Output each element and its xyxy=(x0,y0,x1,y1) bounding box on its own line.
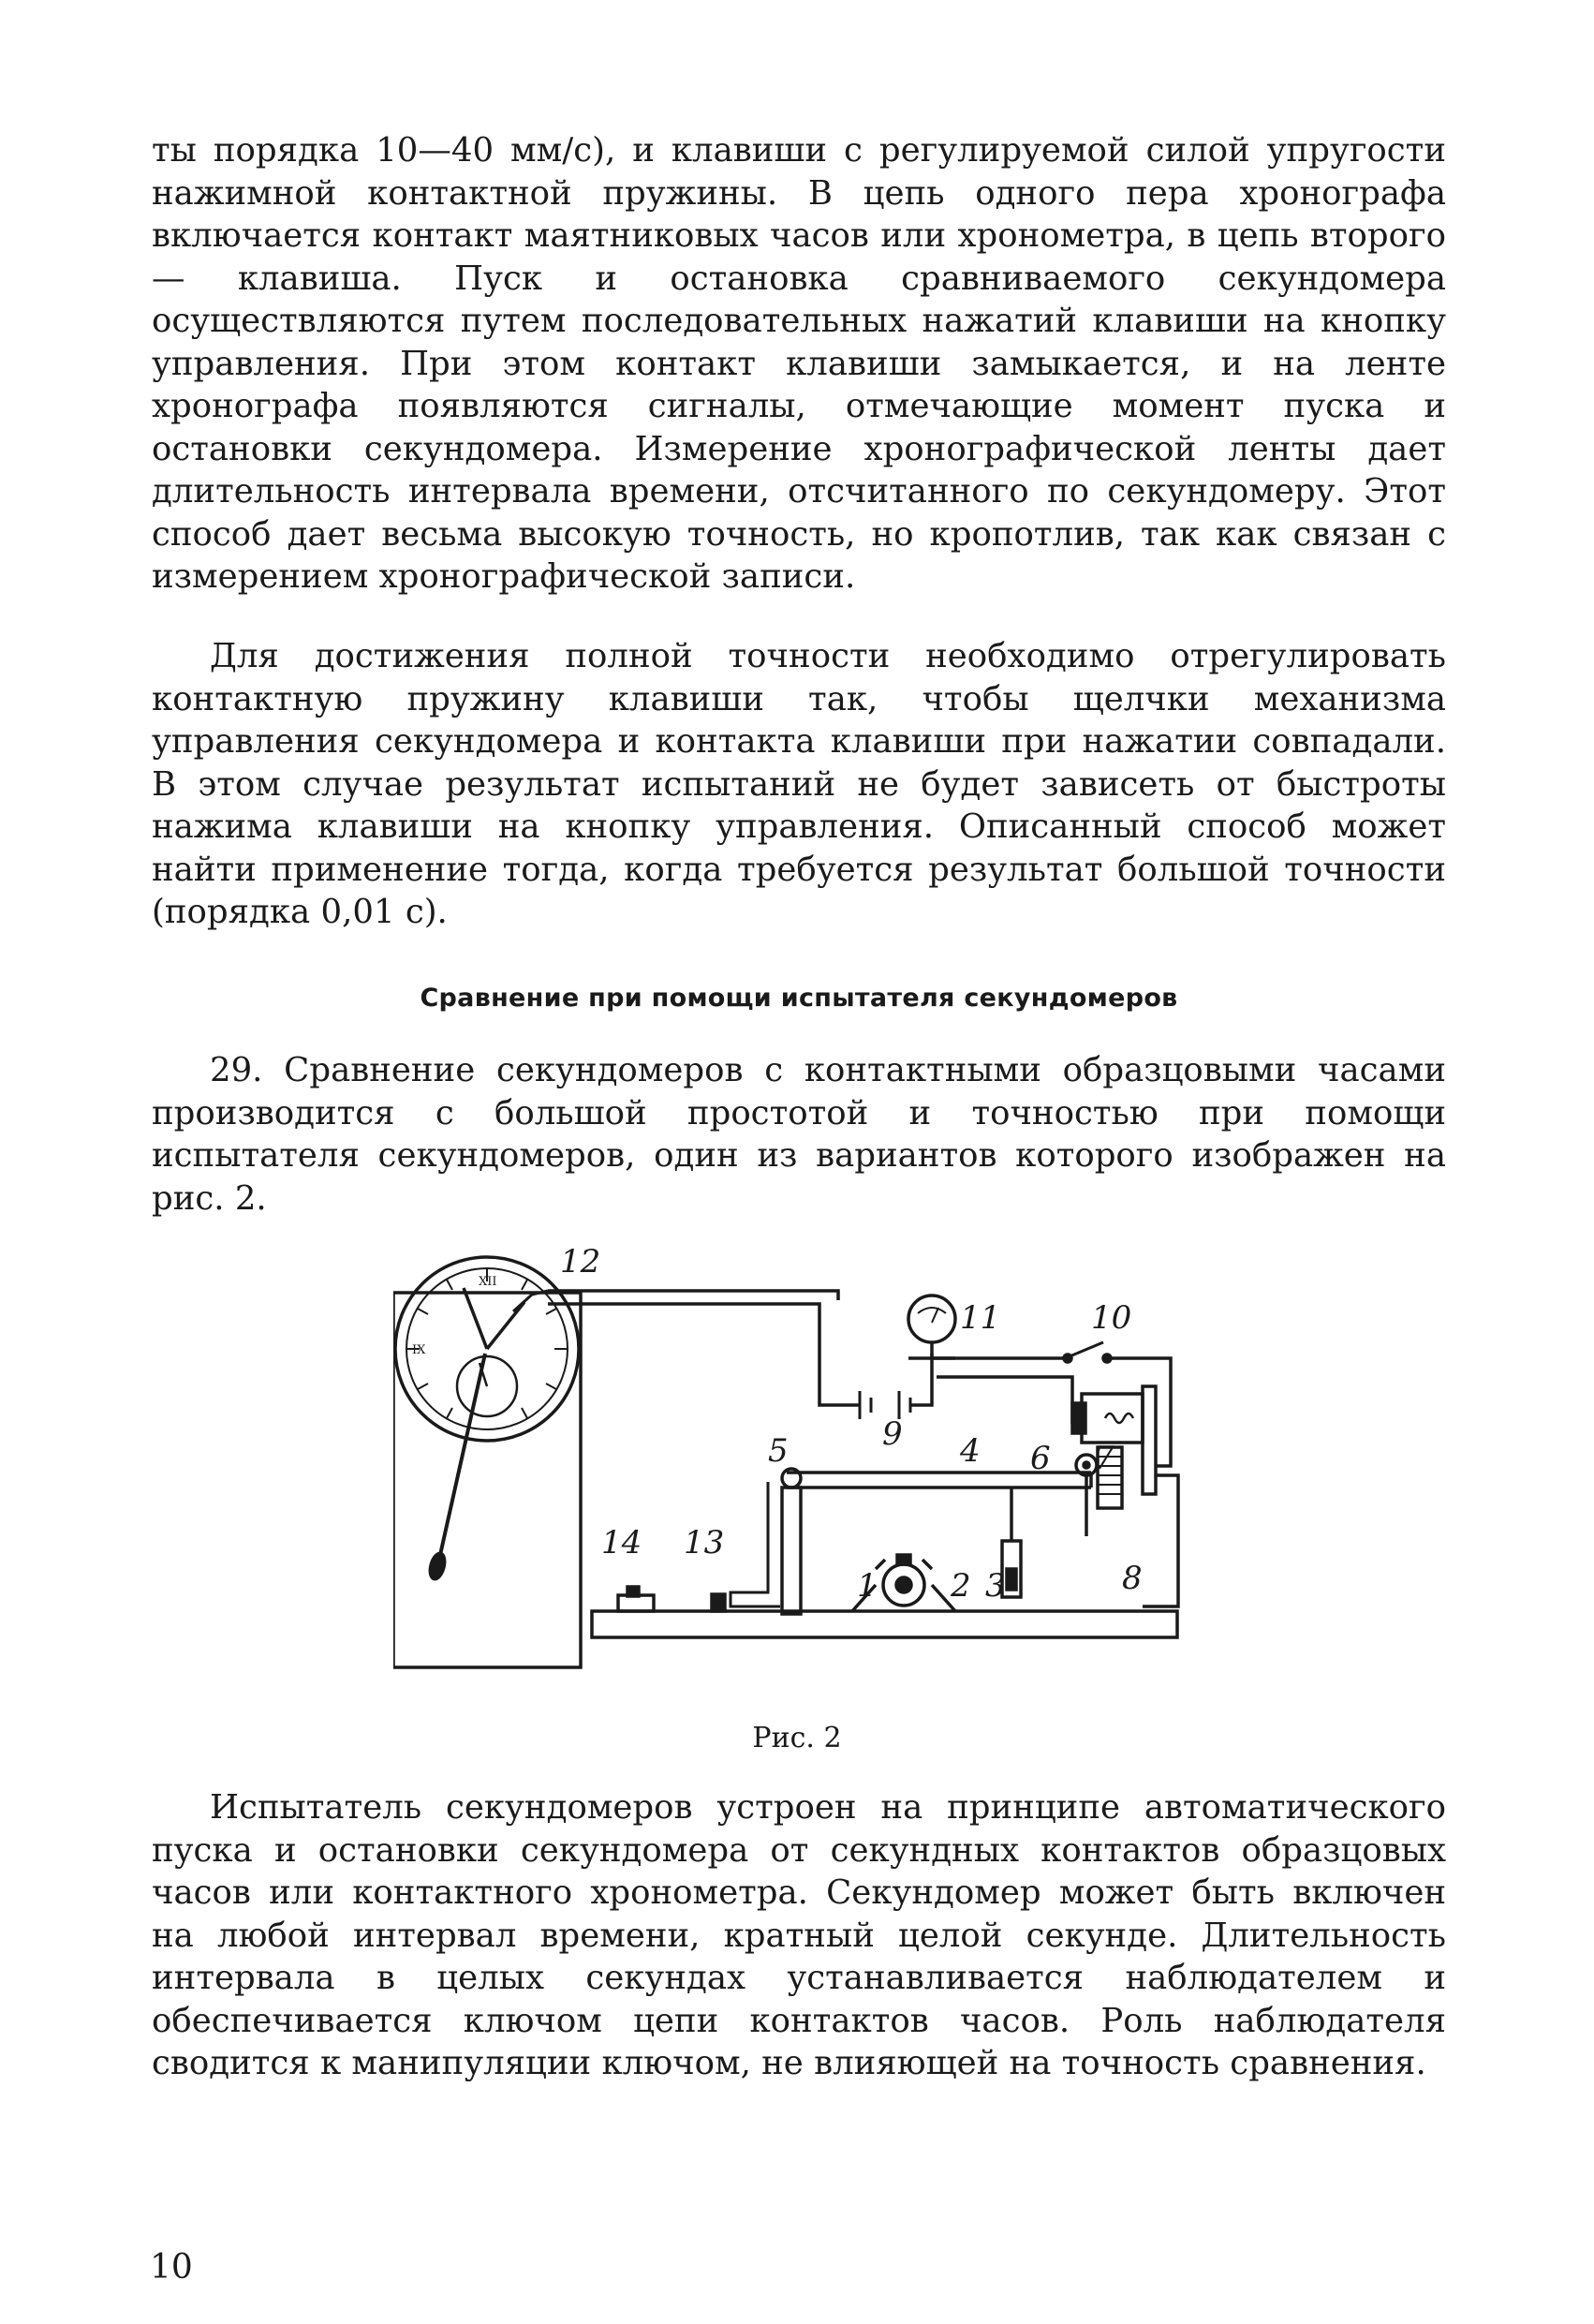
label-6: 6 xyxy=(1030,1440,1051,1477)
paragraph-3: 29. Сравнение секундомеров с контактными образцовыми часами производится с большой простотой и точностью при помощи испытателя секундомеров, один из вариантов которого изображен на рис. 2. xyxy=(152,1051,1446,1218)
label-4: 4 xyxy=(960,1432,981,1470)
label-1: 1 xyxy=(857,1567,878,1605)
figure-caption: Рис. 2 xyxy=(752,1722,842,1754)
label-3: 3 xyxy=(985,1567,1006,1605)
page-number: 10 xyxy=(150,2248,193,2287)
label-5: 5 xyxy=(768,1432,789,1470)
master-clock xyxy=(393,1257,581,1667)
label-10: 10 xyxy=(1091,1299,1132,1337)
paragraph-2: Для достижения полной точности необходимо отрегулировать контактную пружину клавиши так, чтобы щелчки механизма управления секундомера и контакта клавиши при нажатии совпадали. В этом случае результат испытаний не будет зависеть от быстроты нажима клавиши на кнопку управления. Описанный способ может найти применение тогда, когда требуется результат большой точности (порядка 0,01 с). xyxy=(152,637,1446,931)
label-12: 12 xyxy=(560,1243,601,1280)
clock-numeral-ix: IX xyxy=(412,1343,426,1357)
clock-numeral-xii: XII xyxy=(479,1275,497,1289)
paragraph-1: ты порядка 10—40 мм/с), и клавиши с регулируемой силой упругости нажимной контактной пружины. В цепь одного пера хронографа включается контакт маятниковых часов или хронометра, в цепь второго — клавиша. Пуск и остановка сравниваемого секундомера осуществляются путем последовательных нажатий клавиши на кнопку управления. При этом контакт клавиши замыкается, и на ленте хронографа появляются сигналы, отмечающие момент пуска и остановки секундомера. Измерение хронографической ленты дает длительность интервала времени, отсчитанного по секундомеру. Этот способ дает весьма высокую точность, но кропотлив, так как связан с измерением хронографической записи. xyxy=(152,131,1446,596)
section-heading: Сравнение при помощи испытателя секундомеров xyxy=(420,984,1178,1013)
label-13: 13 xyxy=(684,1524,725,1562)
circuit-wiring xyxy=(548,1291,1178,1606)
paragraph-4: Испытатель секундомеров устроен на принципе автоматического пуска и остановки секундомера от секундных контактов образцовых часов или контактного хронометра. Секундомер может быть включен на любой интервал времени, кратный целой секунде. Длительность интервала в целых секундах устанавливается наблюдателем и обеспечивается ключом цепи контактов часов. Роль наблюдателя сводится к манипуляции ключом, не влияющей на точность сравнения. xyxy=(152,1788,1446,2082)
label-9: 9 xyxy=(882,1415,903,1453)
label-14: 14 xyxy=(601,1524,642,1562)
label-2: 2 xyxy=(951,1567,971,1605)
label-7: 7 xyxy=(1094,1440,1114,1477)
stopwatch-tester-diagram xyxy=(393,1236,1236,1686)
label-11: 11 xyxy=(960,1299,1001,1337)
label-8: 8 xyxy=(1122,1560,1143,1597)
